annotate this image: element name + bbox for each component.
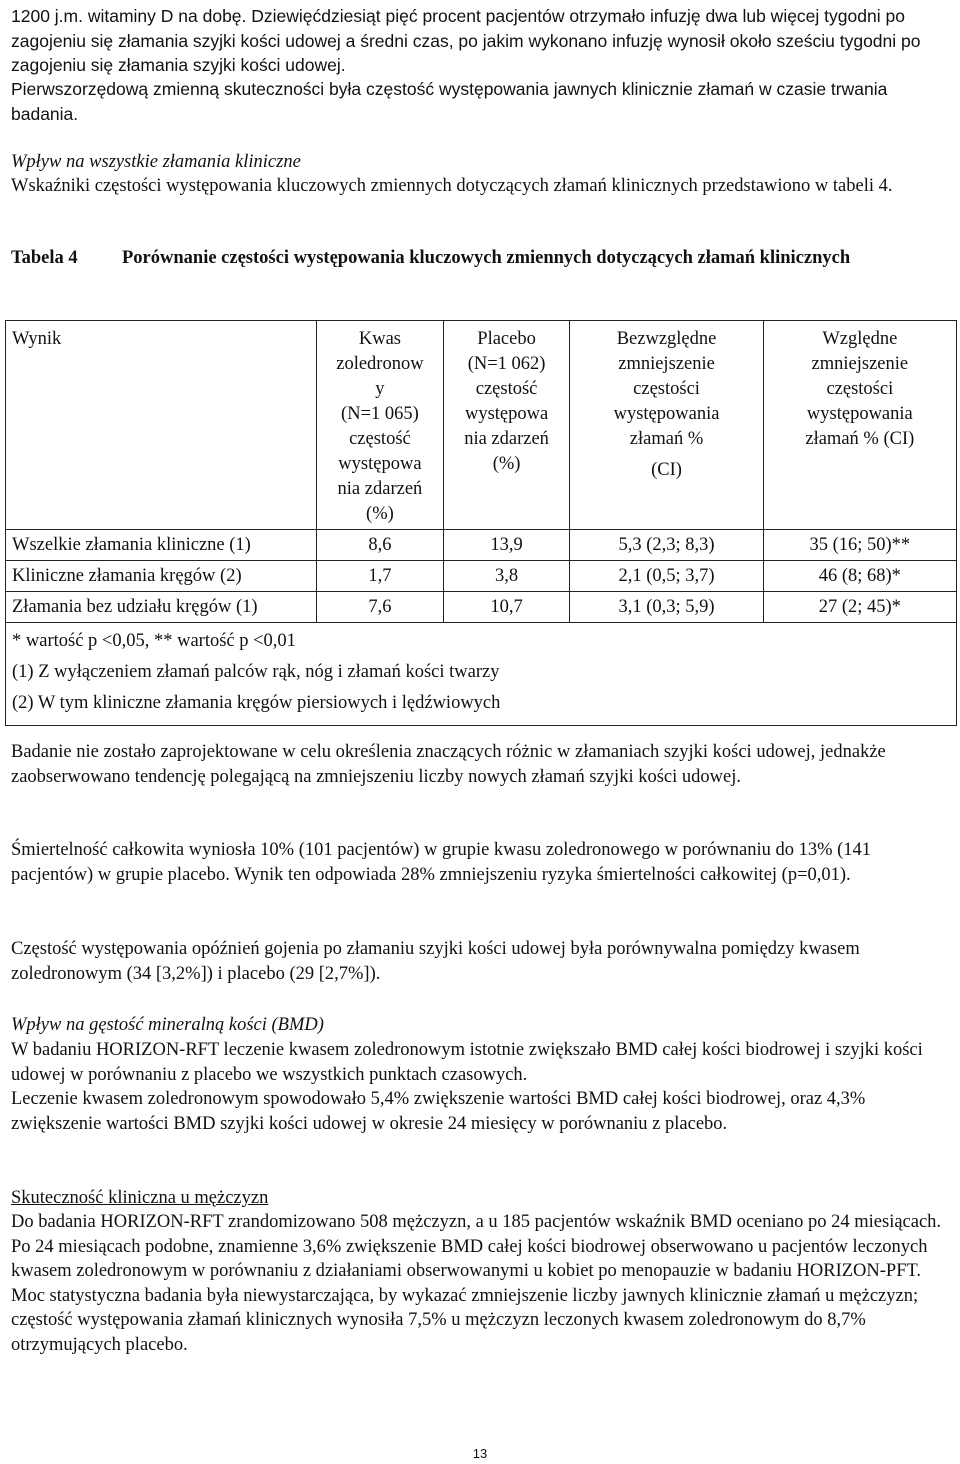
table-caption: Porównanie częstości występowania kluczowych zmiennych dotyczących złamań klinicznych (122, 248, 851, 268)
men-efficacy-paragraph: Do badania HORIZON-RFT zrandomizowano 508 mężczyzn, a u 185 pacjentów wskaźnik BMD oceniano po 24 miesiącach. Po 24 miesiącach podobne, znamienne 3,6% zwiększenie BMD całej kości biodrowej obserwowano u pacjentów leczonych kwasem zoledronowym w porównaniu z działaniami obserwowanymi u kobiet po menopauzie w badaniu HORIZON-PFT. Moc statystyczna badania była niewystarczająca, by wykazać zmniejszenie liczby jawnych klinicznie złamań u mężczyzn; częstość występowania złamań klinicznych wynosiła 7,5% u mężczyzn leczonych kwasem zoledronowym do 8,7% otrzymujących placebo. (11, 1212, 942, 1355)
table-cell: 5,3 (2,3; 8,3) (570, 530, 763, 561)
footnote-1: (1) Z wyłączeniem złamań palców rąk, nóg i złamań kości twarzy (12, 662, 500, 682)
header-cell: Bezwzględne zmniejszenie częstości występowania złamań % (CI) (570, 321, 763, 530)
header-cell: Kwas zoledronow y (N=1 065) częstość występowa nia zdarzeń (%) (317, 321, 444, 530)
table-cell: 8,6 (317, 530, 444, 561)
header-cell: Względne zmniejszenie częstości występowania złamań % (CI) (763, 321, 956, 530)
hip-fracture-paragraph: Badanie nie zostało zaprojektowane w celu określenia znaczących różnic w złamaniach szyjki kości udowej, jednakże zaobserwowano tendencję polegającą na zmniejszeniu liczby nowych złamań szyjki kości udowej. (11, 742, 886, 787)
footnote-2: (2) W tym kliniczne złamania kręgów piersiowych i lędźwiowych (12, 693, 501, 713)
table-footnotes (6, 623, 957, 726)
table-cell: Wszelkie złamania kliniczne (1) (6, 530, 317, 561)
table-cell: 2,1 (0,5; 3,7) (570, 561, 763, 592)
table-cell: Kliniczne złamania kręgów (2) (6, 561, 317, 592)
table-cell: 35 (16; 50)** (763, 530, 956, 561)
intro-paragraph: 1200 j.m. witaminy D na dobę. Dziewięćdziesiąt pięć procent pacjentów otrzymało infuzję dwa lub więcej tygodni po zagojeniu się złamania szyjki kości udowej a średni czas, po jakim wykonano infuzję wynosił około sześciu tygodni po zagojeniu się złamania szyjki kości udowej. (11, 6, 921, 75)
bmd-paragraph: W badaniu HORIZON-RFT leczenie kwasem zoledronowym istotnie zwiększało BMD całej kości biodrowej i szyjki kości udowej w porównaniu z placebo we wszystkich punktach czasowych. Leczenie kwasem zoledronowym spowodowało 5,4% zwiększenie wartości BMD całej kości biodrowej, oraz 4,3% zwiększenie wartości BMD szyjki kości udowej w okresie 24 miesięcy w porównaniu z placebo. (11, 1040, 923, 1134)
table-cell: 1,7 (317, 561, 444, 592)
table-cell: 46 (8; 68)* (763, 561, 956, 592)
delayed-healing-paragraph: Częstość występowania opóźnień gojenia po złamaniu szyjki kości udowej była porównywalna pomiędzy kwasem zoledronowym (34 [3,2%]) i placebo (29 [2,7%]). (11, 939, 860, 984)
table-cell: 3,1 (0,3; 5,9) (570, 592, 763, 623)
header-cell: Wynik (6, 321, 317, 530)
table-cell: 7,6 (317, 592, 444, 623)
table-cell: 10,7 (443, 592, 570, 623)
table-row (6, 530, 957, 561)
table-label: Tabela 4 (11, 248, 78, 268)
table-cell: 3,8 (443, 561, 570, 592)
table-row (6, 592, 957, 623)
primary-endpoint-paragraph: Pierwszorzędową zmienną skuteczności była częstość występowania jawnych klinicznie złamań w czasie trwania badania. (11, 79, 888, 124)
table-row (6, 561, 957, 592)
table-cell: 27 (2; 45)* (763, 592, 956, 623)
footnote-significance: * wartość p <0,05, ** wartość p <0,01 (12, 631, 296, 651)
section-heading-men: Skuteczność kliniczna u mężczyzn (11, 1188, 269, 1208)
header-cell: Placebo (N=1 062) częstość występowa nia zdarzeń (%) (443, 321, 570, 530)
fracture-table (5, 320, 957, 726)
table-cell: 13,9 (443, 530, 570, 561)
table-reference-paragraph: Wskaźniki częstości występowania kluczowych zmiennych dotyczących złamań klinicznych przedstawiono w tabeli 4. (11, 176, 893, 196)
section-heading-bmd: Wpływ na gęstość mineralną kości (BMD) (11, 1015, 324, 1035)
section-heading-clinical-fractures: Wpływ na wszystkie złamania kliniczne (11, 152, 301, 172)
page-number: 13 (472, 1446, 488, 1461)
table-cell: Złamania bez udziału kręgów (1) (6, 592, 317, 623)
mortality-paragraph: Śmiertelność całkowita wyniosła 10% (101 pacjentów) w grupie kwasu zoledronowego w porównaniu do 13% (141 pacjentów) w grupie placebo. Wynik ten odpowiada 28% zmniejszeniu ryzyka śmiertelności całkowitej (p=0,01). (11, 840, 872, 885)
table-header-row (6, 321, 957, 530)
